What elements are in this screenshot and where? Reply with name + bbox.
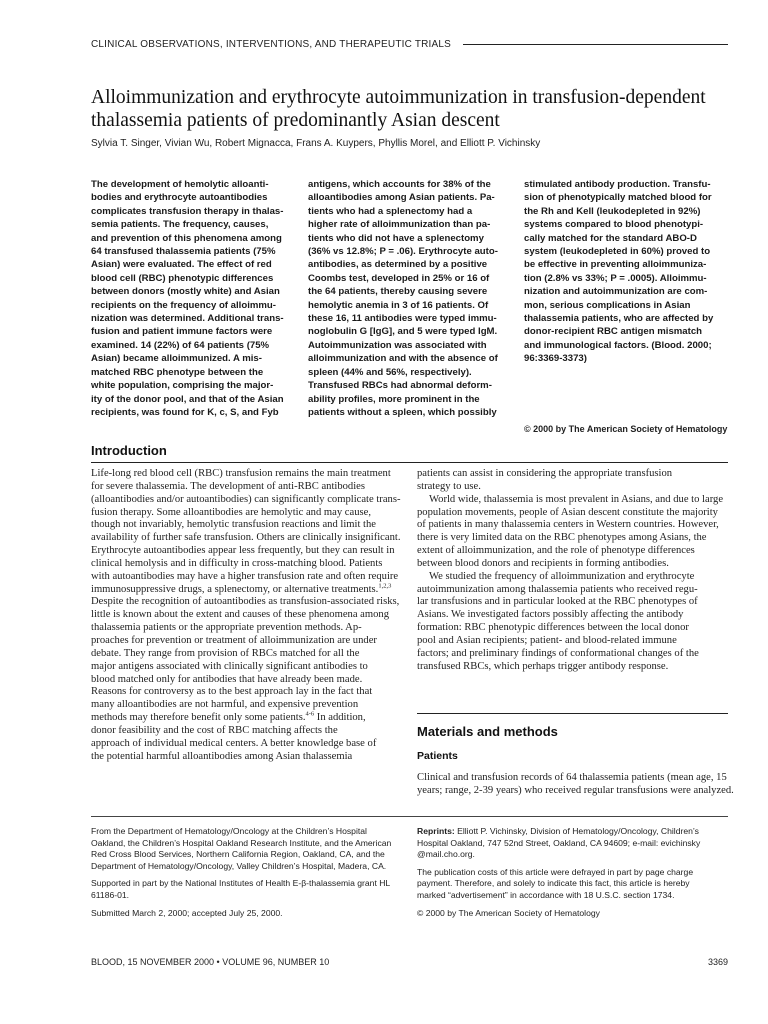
- abstract-line: the Rh and Kell (leukodepleted in 92%): [524, 205, 701, 217]
- abstract-line: alloantibodies among Asian patients. Pa-: [308, 192, 495, 204]
- abstract-line: donor-recipient RBC antigen mismatch: [524, 326, 703, 338]
- body-line: [91, 686, 401, 699]
- section-label: CLINICAL OBSERVATIONS, INTERVENTIONS, AND THERAPEUTIC TRIALS: [91, 38, 452, 50]
- abstract-line: recipients on the frequency of alloimmu-: [91, 299, 276, 311]
- body-text: fusion therapy. Some alloantibodies are hemolytic and may cause,: [91, 506, 371, 518]
- body-text: many alloantibodies are not harmful, and expensive prevention: [91, 699, 359, 711]
- footnote-line: [417, 849, 729, 861]
- body-line: years; range, 2-39 years) who received regular transfusions were analyzed.: [417, 784, 734, 796]
- body-line: [91, 738, 401, 751]
- body-line: [91, 648, 401, 661]
- abstract-line: white population, comprising the major-: [91, 380, 274, 392]
- abstract-line: mon, serious complications in Asian: [524, 299, 691, 311]
- abstract-line: systems compared to blood phenotypi-: [524, 219, 704, 231]
- footnote-line: From the Department of Hematology/Oncology at the Children’s Hospital: [91, 826, 367, 836]
- body-text: clinical hemolysis and in difficulty in cross-matching blood. Patients: [91, 557, 383, 569]
- abstract-line: the 64 patients, thereby causing severe: [308, 286, 488, 298]
- abstract-line: and prevention of this phenomena among: [91, 232, 282, 244]
- reprints-text[interactable]: @mail.cho.org.: [417, 849, 475, 860]
- reference-superscript[interactable]: 1,2,3: [378, 582, 392, 590]
- abstract-line: matched RBC phenotype between the: [91, 366, 264, 378]
- body-text: Reasons for controversy as to the best approach lay in the fact that: [91, 686, 373, 698]
- body-line: extent of alloimmunization, and the role of phenotype differences: [417, 545, 695, 557]
- body-line: World wide, thalassemia is most prevalent in Asians, and due to large: [429, 493, 724, 505]
- abstract-line: and immunological factors. (Blood. 2000;: [524, 339, 712, 351]
- abstract-line: Asian) were evaluated. The effect of red: [91, 259, 272, 271]
- body-text: with autoantibodies may have a higher transfusion rate and often require: [91, 570, 399, 582]
- body-line: [91, 545, 401, 558]
- abstract-line: higher rate of alloimmunization than pa-: [308, 219, 491, 231]
- body-line: Clinical and transfusion records of 64 thalassemia patients (mean age, 15: [417, 772, 727, 783]
- title-line-2: thalassemia patients of predominantly Asian descent: [91, 110, 500, 131]
- body-text: In addition,: [314, 712, 366, 724]
- abstract-line: tients who did not have a splenectomy: [308, 232, 484, 244]
- abstract-column-1: [91, 178, 296, 419]
- abstract-copyright: © 2000 by The American Society of Hematology: [524, 424, 728, 434]
- body-line: autoimmunization among thalassemia patients who received regu-: [417, 583, 698, 595]
- body-text: Life-long red blood cell (RBC) transfusion remains the main treatment: [91, 468, 391, 479]
- body-line: [91, 507, 401, 520]
- body-line: [91, 725, 401, 738]
- body-line: strategy to use.: [417, 480, 481, 492]
- footnote-rule: [91, 816, 728, 817]
- body-line: transfused RBCs, which perhaps trigger antibody response.: [417, 660, 669, 672]
- abstract-line: Coombs test, developed in 25% or 16 of: [308, 272, 490, 284]
- abstract-line: system (leukodepleted in 60%) proved to: [524, 246, 711, 258]
- body-text: though not invariably, hemolytic transfusion reactions and limit the: [91, 519, 376, 531]
- body-line: factors; and preliminary findings of conformational changes of the: [417, 647, 699, 659]
- footnotes-left: [91, 826, 399, 919]
- abstract-line: tion (2.8% vs 33%; P = .0005). Alloimmu-: [524, 272, 707, 284]
- abstract-line: alloimmunization and with the absence of: [308, 353, 498, 365]
- body-text: debate. They range from provision of RBCs matched for all the: [91, 647, 360, 659]
- introduction-right-column: [417, 468, 728, 674]
- patients-subheading: Patients: [417, 750, 458, 762]
- footnotes-right: [417, 826, 729, 919]
- patients-paragraph: [417, 772, 734, 798]
- body-line: [91, 674, 401, 687]
- body-line: [91, 609, 401, 622]
- abstract-line: nization was determined. Additional trans-: [91, 313, 284, 325]
- body-text: availability of further safe transfusion. Others are clinically insignificant.: [91, 532, 401, 544]
- reference-superscript[interactable]: 4-6: [305, 710, 315, 718]
- body-text: thalassemia patients or the appropriate prevention methods. Ap-: [91, 622, 362, 634]
- body-line: [91, 622, 401, 635]
- body-line: between blood donors and recipients in forming antibodies.: [417, 557, 669, 569]
- body-line: [91, 519, 401, 532]
- body-line: [91, 468, 401, 481]
- abstract-line: (36% vs 12.8%; P = .06). Erythrocyte auto-: [308, 246, 498, 258]
- footnote-line: Supported in part by the National Institutes of Health E-β-thalassemia grant HL: [91, 878, 391, 889]
- materials-methods-heading: Materials and methods: [417, 724, 558, 739]
- body-line: [91, 699, 401, 712]
- body-line: Asians. We investigated factors possibly affecting the antibody: [417, 609, 684, 621]
- abstract-line: tients who had a splenectomy had a: [308, 205, 473, 217]
- abstract-line: between donors (mostly white) and Asian: [91, 286, 280, 298]
- body-line: there is very limited data on the RBC phenotypes among Asians, the: [417, 532, 707, 544]
- body-text: (alloantibodies and/or autoantibodies) can significantly complicate trans-: [91, 493, 401, 505]
- introduction-left-column: [91, 468, 401, 763]
- body-text: Despite the recognition of autoantibodies as transfusion-associated risks,: [91, 596, 400, 608]
- body-text: approach of individual medical centers. A better knowledge base of: [91, 737, 377, 749]
- abstract-line: spleen (44% and 56%, respectively).: [308, 366, 472, 378]
- body-line: [91, 712, 401, 725]
- body-line: [91, 584, 401, 597]
- body-text: for severe thalassemia. The development of anti-RBC antibodies: [91, 480, 365, 492]
- body-line: [91, 532, 401, 545]
- body-text: immunosuppressive drugs, a splenectomy, or alternative treatments.: [91, 583, 379, 595]
- body-line: formation: RBC phenotypic differences between the local donor: [417, 622, 689, 634]
- abstract-line: complicates transfusion therapy in thalas-: [91, 205, 284, 217]
- abstract-line: hemolytic anemia in 3 of 16 patients. Of: [308, 299, 489, 311]
- section-header: [91, 36, 728, 52]
- footnote-line: [417, 838, 729, 850]
- body-text: Erythrocyte autoantibodies appear less frequently, but they can result in: [91, 545, 395, 557]
- abstract-line: Autoimmunization was associated with: [308, 339, 487, 351]
- abstract-line: examined. 14 (22%) of 64 patients (75%: [91, 339, 270, 351]
- body-line: patients can assist in considering the appropriate transfusion: [417, 468, 673, 479]
- body-text: methods may therefore benefit only some patients.: [91, 712, 306, 724]
- reprints-text: Elliott P. Vichinsky, Division of Hematology/Oncology, Children’s: [454, 826, 699, 836]
- body-line: [91, 635, 401, 648]
- body-line: of patients in many thalassemia centers in Western countries. However,: [417, 519, 719, 531]
- body-line: [91, 661, 401, 674]
- footnote-line: Department of Hematology/Oncology, Valley Children’s Hospital, Madera, CA.: [91, 860, 387, 871]
- footnote-line: 61186-01.: [91, 889, 130, 900]
- introduction-heading: Introduction: [91, 443, 167, 458]
- body-line: [91, 751, 401, 764]
- abstract-line: antigens, which accounts for 38% of the: [308, 179, 491, 190]
- materials-methods-rule: [417, 713, 728, 714]
- page-number: 3369: [707, 957, 728, 967]
- abstract-line: ity of the donor pool, and that of the Asian: [91, 393, 284, 405]
- abstract-line: nization and autoimmunization are com-: [524, 286, 708, 298]
- journal-footer: BLOOD, 15 NOVEMBER 2000 • VOLUME 96, NUMBER 10: [91, 957, 330, 967]
- reprints-label: Reprints:: [417, 826, 455, 836]
- header-rule: [463, 44, 728, 45]
- abstract-line: 64 transfused thalassemia patients (75%: [91, 246, 276, 258]
- body-text: the potential harmful alloantibodies among Asian thalassemia: [91, 750, 353, 762]
- abstract-line: The development of hemolytic alloanti-: [91, 179, 269, 190]
- abstract-line: cally matched for the standard ABO-D: [524, 232, 697, 244]
- title-line-1: Alloimmunization and erythrocyte autoimmunization in transfusion-dependent: [91, 87, 706, 108]
- abstract-line: semia patients. The frequency, causes,: [91, 219, 269, 231]
- body-text: little is known about the extent and causes of these phenomena among: [91, 609, 390, 621]
- abstract-line: blood cell (RBC) phenotypic differences: [91, 272, 274, 284]
- body-line: [91, 481, 401, 494]
- footnote-line: marked “advertisement” in accordance with 18 U.S.C. section 1734.: [417, 889, 675, 900]
- body-text: proaches for prevention or treatment of alloimmunization are under: [91, 634, 377, 646]
- abstract-line: fusion and patient immune factors were: [91, 326, 273, 338]
- body-line: [91, 558, 401, 571]
- abstract-line: patients without a spleen, which possibly: [308, 406, 497, 418]
- abstract-column-3: [524, 178, 728, 366]
- reprints-text: Hospital Oakland, 747 52nd Street, Oakland, CA 94609; e-mail: evichinsky: [417, 837, 701, 848]
- abstract-line: thalassemia patients, who are affected by: [524, 313, 714, 325]
- body-text: blood matched only for antibodies that have already been made.: [91, 673, 363, 685]
- body-line: lar transfusions and in particular looked at the RBC phenotypes of: [417, 596, 698, 608]
- introduction-rule: [91, 462, 728, 463]
- body-line: population movements, people of Asian descent constitute the majority: [417, 506, 718, 518]
- abstract-line: recipients, was found for K, c, S, and Fyb: [91, 406, 279, 418]
- abstract-line: antibodies, as determined by a positive: [308, 259, 488, 271]
- body-text: major antigens associated with clinically significant antibodies to: [91, 660, 368, 672]
- body-text: donor feasibility and the cost of RBC matching affects the: [91, 724, 338, 736]
- submission-dates: Submitted March 2, 2000; accepted July 25, 2000.: [91, 907, 283, 918]
- abstract-line: sion of phenotypically matched blood for: [524, 192, 712, 204]
- footnote-line: Red Cross Blood Services, Northern California Region, Oakland, CA, and the: [91, 849, 385, 860]
- abstract-line: Transfused RBCs had abnormal deform-: [308, 380, 492, 392]
- abstract-line: noglobulin G [IgG], and 5 were typed IgM.: [308, 326, 498, 338]
- abstract-line: bodies and erythrocyte autoantibodies: [91, 192, 268, 204]
- abstract-line: ability profiles, more prominent in the: [308, 393, 480, 405]
- footnote-line: The publication costs of this article were defrayed in part by page charge: [417, 866, 694, 877]
- footnote-line: Oakland, the Children’s Hospital Oakland Research Institute, and the American: [91, 837, 392, 848]
- author-list: Sylvia T. Singer, Vivian Wu, Robert Mignacca, Frans A. Kuypers, Phyllis Morel, and Elliott P. Vichinsky: [91, 138, 541, 149]
- footnote-copyright: © 2000 by The American Society of Hematology: [417, 907, 600, 918]
- footnote-line: payment. Therefore, and solely to indicate this fact, this article is hereby: [417, 878, 690, 889]
- body-line: [91, 494, 401, 507]
- abstract-line: stimulated antibody production. Transfu-: [524, 179, 711, 190]
- abstract-column-2: [308, 178, 513, 419]
- body-line: [91, 571, 401, 584]
- abstract-line: 96:3369-3373): [524, 353, 587, 365]
- abstract-line: these 16, 11 antibodies were typed immu-: [308, 313, 497, 325]
- body-line: pool and Asian recipients; patient- and blood-related immune: [417, 634, 677, 646]
- article-title: [91, 86, 731, 132]
- footnote-line: [417, 826, 729, 838]
- body-line: [91, 596, 401, 609]
- body-line: We studied the frequency of alloimmunization and erythrocyte: [429, 570, 695, 582]
- abstract-line: be effective in preventing alloimmuniza-: [524, 259, 707, 271]
- abstract-line: Asian) became alloimmunized. A mis-: [91, 353, 262, 365]
